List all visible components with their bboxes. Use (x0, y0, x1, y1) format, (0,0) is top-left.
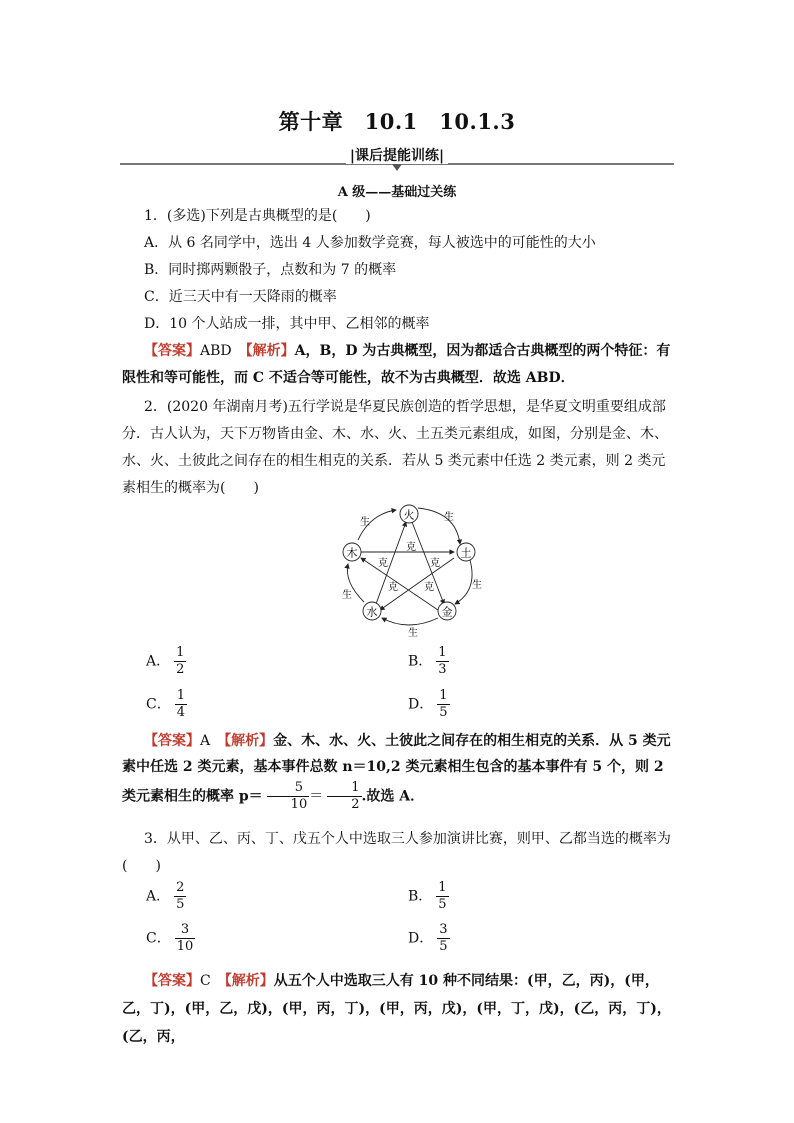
q3-option-c: C． $\frac{3}{10}$ (146, 922, 194, 954)
analysis-text: A，B，D 为古典概型，因为都适合古典概型的两个特征：有限性和等可能性，而 C 不适合等可能性，故不为古典概型．故选 ABD． (122, 343, 671, 386)
node-wood (343, 543, 361, 561)
q3-option-b: B． $\frac{1}{5}$ (408, 880, 447, 912)
q1-option-c: C．近三天中有一天降雨的概率 (144, 289, 337, 305)
svg-text:土: 土 (460, 546, 472, 560)
q1-option-b: B．同时掷两颗骰子，点数和为 7 的概率 (144, 262, 397, 278)
q2-option-a: A． $\frac{1}{2}$ (146, 645, 185, 677)
answer-value: ABD (200, 343, 246, 359)
answer-tag: 【答案】 (144, 733, 200, 749)
ke-label-lower-right: 克 (424, 582, 434, 593)
sheng-label-fire-earth: 生 (444, 512, 454, 523)
ke-label-top: 克 (406, 542, 416, 553)
answer-value: C (200, 973, 225, 989)
level-heading: A 级——基础过关练 (337, 185, 457, 200)
q3-answer (122, 967, 674, 1051)
q3-option-a: A． $\frac{2}{5}$ (146, 880, 185, 912)
q2-stem: 2．(2020 年湖南月考)五行学说是华夏民族创造的哲学思想，是华夏文明重要组成部分．古人认为，天下万物皆由金、木、水、火、土五类元素组成，如图，分别是金、木、水、火、土彼此之间存在的相生相克的关系．若从 5 类元素中任选 2 类元素，则 2 类元素相生的概率为( ) (122, 399, 668, 496)
svg-text:木: 木 (346, 546, 358, 560)
q3-stem: 3．从甲、乙、丙、丁、戊五个人中选取三人参加演讲比赛，则甲、乙都当选的概率为( ) (122, 831, 671, 874)
q1-answer (122, 338, 674, 392)
svg-text:金: 金 (441, 605, 453, 619)
section-banner (120, 145, 674, 175)
node-metal (438, 602, 456, 620)
ke-label-left: 克 (378, 558, 388, 569)
node-earth (457, 543, 475, 561)
analysis-tag: 【解析】 (224, 733, 274, 749)
ke-label-lower-left: 克 (388, 582, 398, 593)
banner-label: |课后提能训练| (346, 148, 448, 164)
q1-option-a: A．从 6 名同学中，选出 4 人参加数学竞赛，每人被选中的可能性的大小 (144, 235, 596, 251)
analysis-tag: 【解析】 (224, 973, 274, 989)
sheng-label-earth-metal: 生 (472, 580, 482, 591)
q2-option-c: C． $\frac{1}{4}$ (146, 688, 185, 720)
q2-option-d: D． $\frac{1}{5}$ (408, 688, 448, 720)
svg-text:火: 火 (403, 508, 415, 522)
page-title: 第十章 10.1 10.1.3 (278, 109, 516, 134)
answer-tag: 【答案】 (144, 343, 200, 359)
answer-value: A (200, 733, 225, 749)
five-elements-diagram (330, 500, 490, 640)
triangle-down-icon (392, 164, 402, 171)
sheng-arc-metal-water (382, 618, 438, 625)
analysis-tag: 【解析】 (245, 343, 295, 359)
fraction-1-2: $\frac{1}{2}$ (327, 780, 361, 813)
q2-option-b: B． $\frac{1}{3}$ (408, 645, 447, 677)
node-water (363, 602, 381, 620)
q1-option-d: D．10 个人站成一排，其中甲、乙相邻的概率 (144, 316, 430, 332)
sheng-label-water-wood: 生 (342, 590, 352, 601)
q1-stem: 1．(多选)下列是古典概型的是( ) (144, 208, 371, 224)
svg-text:水: 水 (366, 605, 378, 619)
answer-tag: 【答案】 (144, 973, 200, 989)
q2-answer: 【答案】A 【解析】金、木、水、火、土彼此之间存在的相生相克的关系．从 5 类元素中任选 2 类元素，基本事件总数 n＝10,2 类元素相生包含的基本事件有 5 个，则 2 类元素相生的概率 p＝ $\frac{5}{10}$ ＝ $\frac{1}{2}$ .故选 A． (122, 733, 671, 812)
analysis-text: 从五个人中选取三人有 10 种不同结果：(甲，乙，丙)，(甲，乙，丁)，(甲，乙，戊)，(甲，丙，丁)，(甲，丙，戊)，(甲，丁，戊)，(乙，丙，丁)，(乙，丙， (122, 973, 671, 1045)
sheng-label-wood-fire: 生 (360, 517, 370, 528)
analysis-text: 金、木、水、火、土彼此之间存在的相生相克的关系．从 5 类元素中任选 2 类元素，基本事件总数 n＝10,2 类元素相生包含的基本事件有 5 个，则 2 类元素相生的概率 p＝ (122, 733, 671, 805)
node-fire (400, 505, 418, 523)
sheng-arc-earth-metal (455, 560, 472, 604)
ke-label-right: 克 (430, 558, 440, 569)
fraction-5-10: $\frac{5}{10}$ (267, 780, 310, 813)
sheng-label-metal-water: 生 (408, 628, 418, 639)
q3-option-d: D． $\frac{3}{5}$ (408, 922, 448, 954)
